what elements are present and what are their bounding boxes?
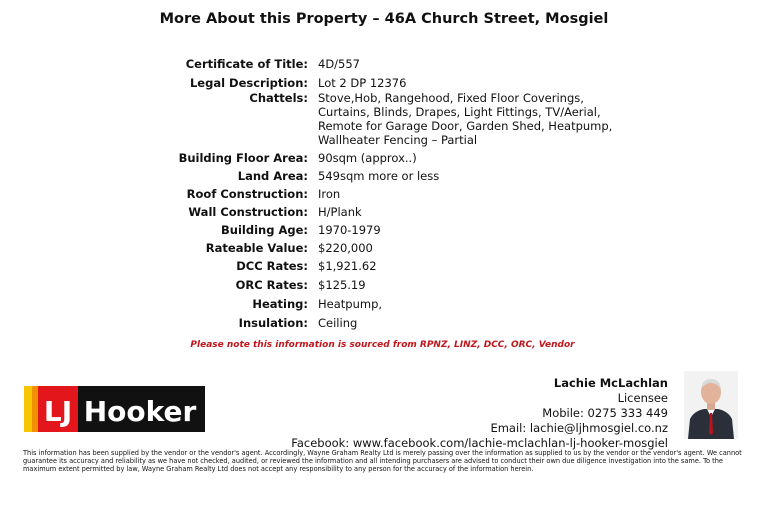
detail-value: 90sqm (approx..)	[318, 151, 417, 165]
detail-row	[150, 278, 630, 292]
agent-facebook[interactable]: Facebook: www.facebook.com/lachie-mclachlan-lj-hooker-mosgiel	[291, 436, 668, 450]
detail-row	[150, 259, 630, 273]
detail-value: H/Plank	[318, 205, 362, 219]
detail-label: Roof Construction:	[186, 187, 308, 201]
detail-row	[150, 169, 630, 183]
detail-label: ORC Rates:	[235, 278, 308, 292]
detail-label: Land Area:	[237, 169, 308, 183]
detail-row	[150, 297, 630, 311]
detail-label: Heating:	[252, 297, 308, 311]
lj-hooker-logo	[24, 386, 205, 432]
disclaimer: This information has been supplied by the vendor or the vendor's agent. Accordingly, Wayne Graham Realty Ltd is merely passing over the information as supplied to us by the vendor or the vendor's agent. We cannot guarantee its accuracy and reliability as we have not checked, audited, or reviewed the information and all intending purchasers are advised to conduct their own due diligence investigation into the same. To the maximum extent permitted by law, Wayne Graham Realty Ltd does not accept any responsibility to any person for the accuracy of the information herein.	[23, 449, 742, 473]
detail-value: Heatpump,	[318, 297, 383, 311]
detail-value: Ceiling	[318, 316, 358, 330]
detail-row	[150, 205, 630, 219]
detail-row	[150, 316, 630, 330]
detail-value: 1970-1979	[318, 223, 381, 237]
source-note: Please note this information is sourced from RPNZ, LINZ, DCC, ORC, Vendor	[190, 340, 575, 350]
detail-value: 4D/557	[318, 57, 360, 71]
detail-label: Insulation:	[238, 316, 308, 330]
agent-email[interactable]: Email: lachie@ljhmosgiel.co.nz	[490, 421, 668, 435]
detail-row	[150, 151, 630, 165]
detail-row	[150, 241, 630, 255]
detail-value: $125.19	[318, 278, 366, 292]
detail-value: Stove,Hob, Rangehood, Fixed Floor Coverings, Curtains, Blinds, Drapes, Light Fittings, TV/Aerial, Remote for Garage Door, Garden Shed, Heatpump, Wallheater Fencing – Partial	[318, 91, 613, 147]
agent-photo	[684, 371, 738, 439]
property-details	[150, 57, 630, 330]
detail-label: Rateable Value:	[205, 241, 308, 255]
detail-value: Lot 2 DP 12376	[318, 76, 407, 90]
detail-label: Building Floor Area:	[178, 151, 308, 165]
detail-row	[150, 187, 630, 201]
detail-row	[150, 223, 630, 237]
page-title: More About this Property – 46A Church Street, Mosgiel	[159, 11, 609, 27]
logo-mark: LJ	[43, 395, 73, 428]
detail-label: Certificate of Title:	[185, 57, 308, 71]
detail-row	[150, 57, 630, 71]
detail-label: Legal Description:	[189, 76, 308, 90]
detail-row	[150, 91, 630, 147]
detail-row	[150, 76, 630, 90]
detail-label: Wall Construction:	[188, 205, 308, 219]
detail-value: Iron	[318, 187, 341, 201]
agent-contact	[291, 376, 668, 451]
detail-label: Building Age:	[221, 223, 308, 237]
logo-text: Hooker	[83, 395, 197, 428]
detail-value: $1,921.62	[318, 259, 377, 273]
detail-label: Chattels:	[249, 91, 308, 105]
agent-role: Licensee	[617, 391, 668, 405]
detail-value: $220,000	[318, 241, 373, 255]
agent-mobile: Mobile: 0275 333 449	[542, 406, 668, 420]
detail-value: 549sqm more or less	[318, 169, 440, 183]
agent-name: Lachie McLachlan	[553, 376, 668, 390]
detail-label: DCC Rates:	[236, 259, 308, 273]
